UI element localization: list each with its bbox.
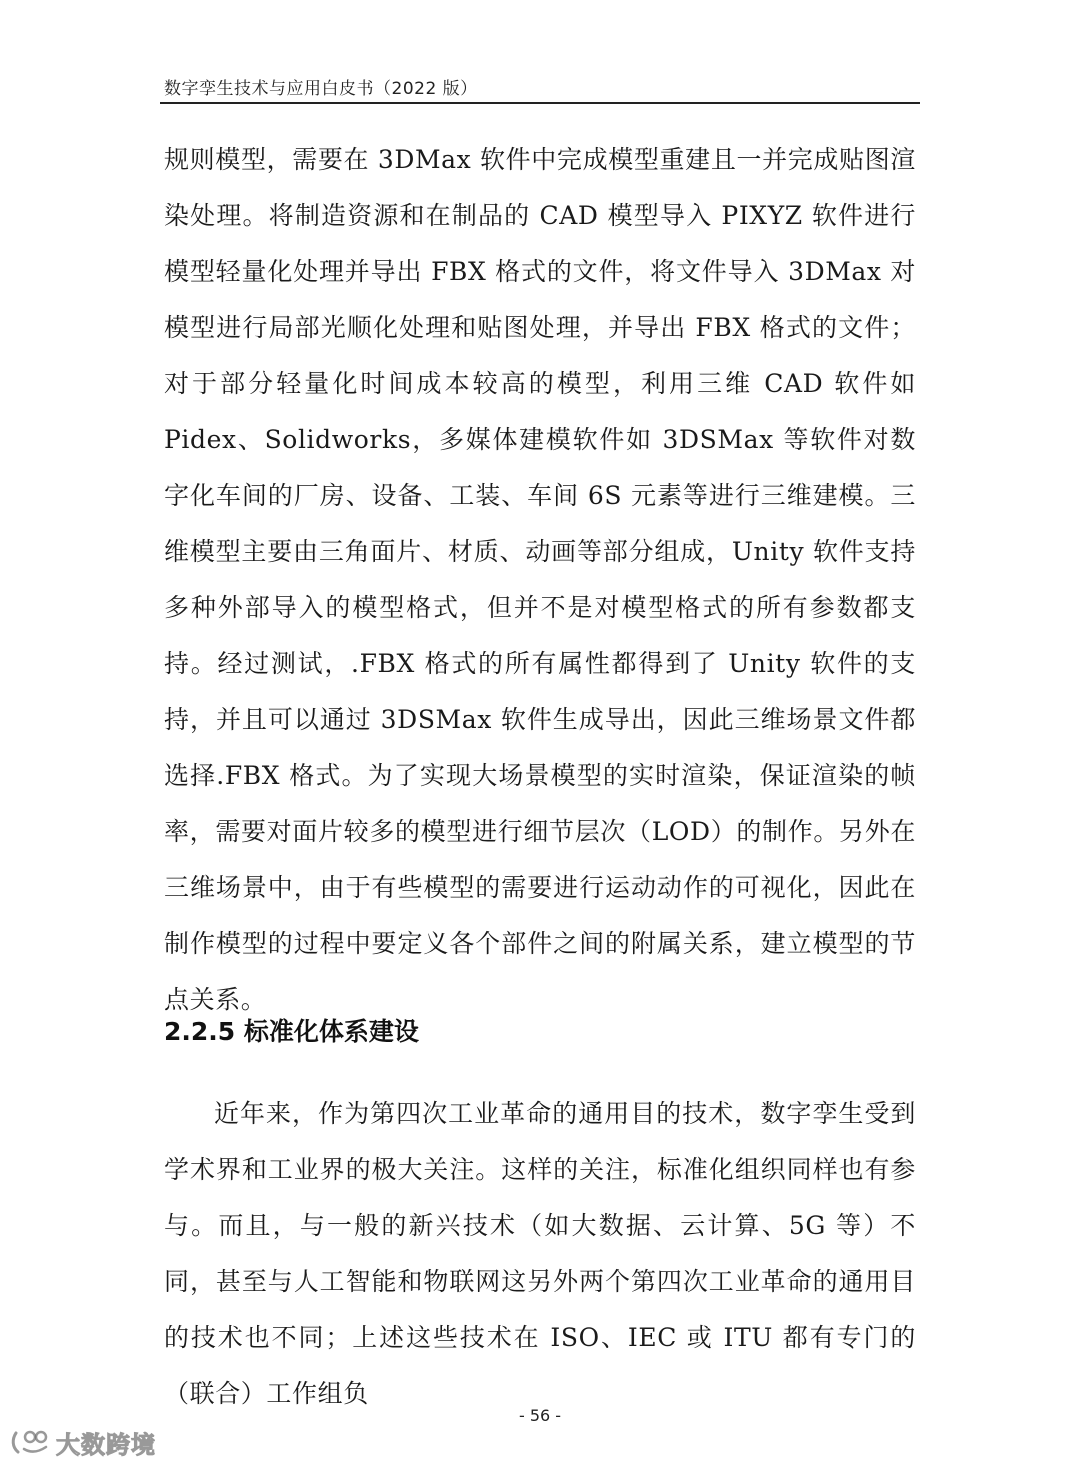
body-paragraph-2: 近年来，作为第四次工业革命的通用目的技术，数字孪生受到学术界和工业界的极大关注。这样的关注，标准化组织同样也有参与。而且，与一般的新兴技术（如大数据、云计算、5G 等）不同，甚至与人工智能和物联网这另外两个第四次工业革命的通用目的技术也不同；上述这些技术在 ISO、IEC 或 ITU 都有专门的（联合）工作组负	[164, 1099, 916, 1408]
page-number: - 56 -	[518, 1406, 562, 1425]
header-divider	[160, 102, 920, 104]
body-paragraph-1: 规则模型，需要在 3DMax 软件中完成模型重建且一并完成贴图渲染处理。将制造资源和在制品的 CAD 模型导入 PIXYZ 软件进行模型轻量化处理并导出 FBX 格式的文件，将文件导入 3DMax 对模型进行局部光顺化处理和贴图处理，并导出 FBX 格式的文件；对于部分轻量化时间成本较高的模型，利用三维 CAD 软件如 Pidex、Solidworks，多媒体建模软件如 3DSMax 等软件对数字化车间的厂房、设备、工装、车间 6S 元素等进行三维建模。三维模型主要由三角面片、材质、动画等部分组成，Unity 软件支持多种外部导入的模型格式，但并不是对模型格式的所有参数都支持。经过测试，.FBX 格式的所有属性都得到了 Unity 软件的支持，并且可以通过 3DSMax 软件生成导出，因此三维场景文件都选择.FBX 格式。为了实现大场景模型的实时渲染，保证渲染的帧率，需要对面片较多的模型进行细节层次（LOD）的制作。另外在三维场景中，由于有些模型的需要进行运动动作的可视化，因此在制作模型的过程中要定义各个部件之间的附属关系，建立模型的节点关系。	[164, 145, 916, 1014]
page-header-title: 数字孪生技术与应用白皮书（2022 版）	[164, 79, 478, 99]
watermark-logo-icon	[10, 1427, 52, 1457]
watermark	[10, 1424, 156, 1460]
watermark-text: 大数跨境	[56, 1430, 156, 1459]
section-heading: 2.2.5 标准化体系建设	[164, 1017, 419, 1046]
